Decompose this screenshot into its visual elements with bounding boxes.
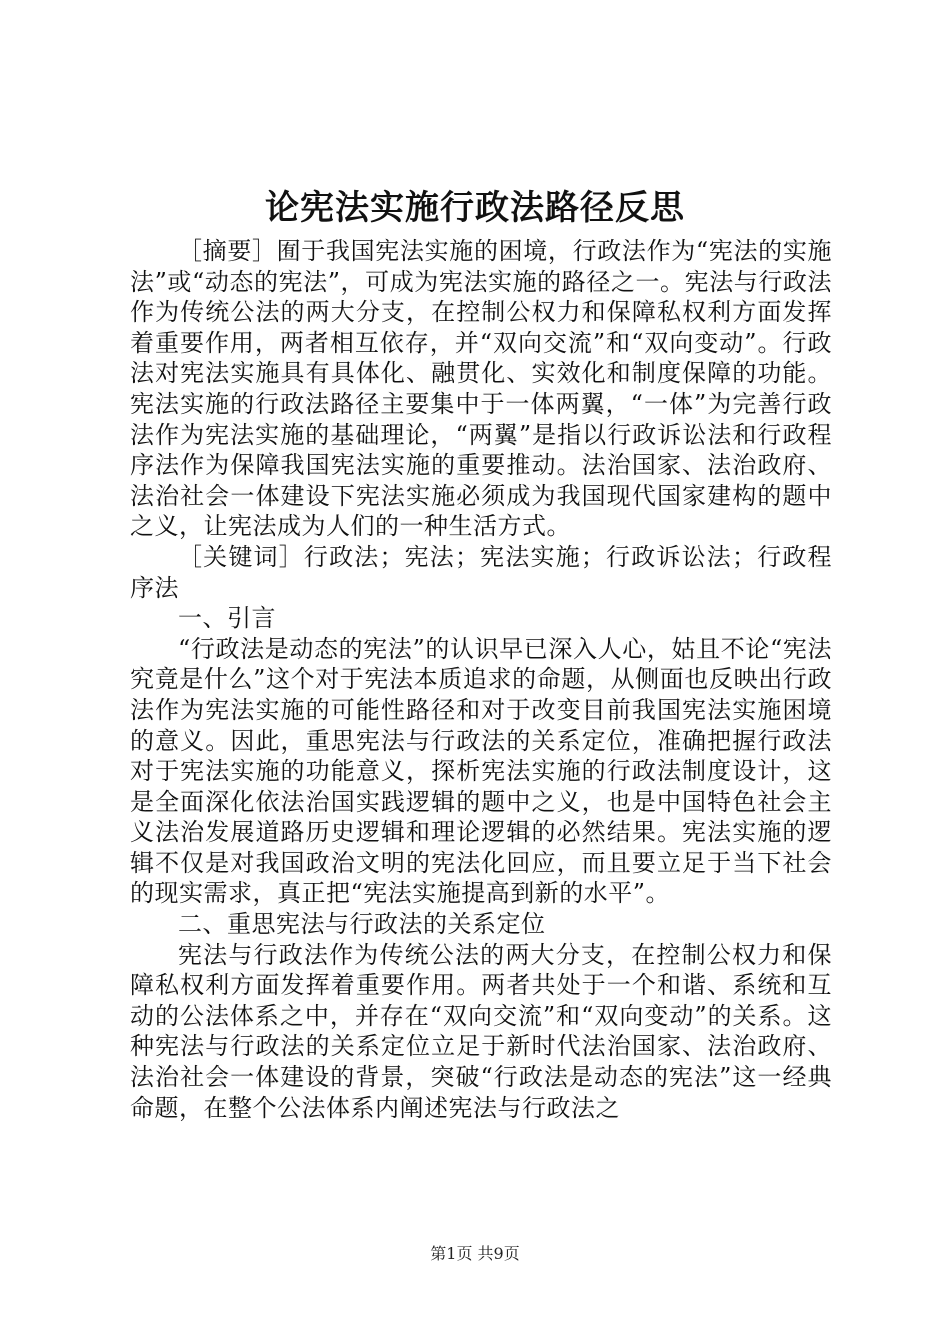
document-title: 论宪法实施行政法路径反思 <box>265 188 685 228</box>
relationship-paragraph: 宪法与行政法作为传统公法的两大分支，在控制公权力和保障私权利方面发挥着重要作用。两者共处于一个和谐、系统和互动的公法体系之中，并存在“双向交流”和“双向变动”的关系。这种宪法与行政法的关系定位立足于新时代法治国家、法治政府、法治社会一体建设的背景，突破“行政法是动态的宪法”这一经典命题，在整个公法体系内阐述宪法与行政法之 <box>130 940 832 1122</box>
page-number-footer: 第1页 共9页 <box>430 1244 520 1263</box>
section-heading-introduction: 一、引言 <box>178 604 276 633</box>
introduction-paragraph: “行政法是动态的宪法”的认识早已深入人心，姑且不论“宪法究竟是什么”这个对于宪法本质追求的命题，从侧面也反映出行政法作为宪法实施的可能性路径和对于改变目前我国宪法实施困境的意义。因此，重思宪法与行政法的关系定位，准确把握行政法对于宪法实施的功能意义，探析宪法实施的行政法制度设计，这是全面深化依法治国实践逻辑的题中之义，也是中国特色社会主义法治发展道路历史逻辑和理论逻辑的必然结果。宪法实施的逻辑不仅是对我国政治文明的宪法化回应，而且要立足于当下社会的现实需求，真正把“宪法实施提高到新的水平”。 <box>130 634 832 908</box>
section-heading-relationship: 二、重思宪法与行政法的关系定位 <box>178 910 546 939</box>
keywords-paragraph: ［关键词］行政法；宪法；宪法实施；行政诉讼法；行政程序法 <box>130 542 832 602</box>
abstract-paragraph: ［摘要］囿于我国宪法实施的困境，行政法作为“宪法的实施法”或“动态的宪法”，可成为宪法实施的路径之一。宪法与行政法作为传统公法的两大分支，在控制公权力和保障私权利方面发挥着重要作用，两者相互依存，并“双向交流”和“双向变动”。行政法对宪法实施具有具体化、融贯化、实效化和制度保障的功能。宪法实施的行政法路径主要集中于一体两翼，“一体”为完善行政法作为宪法实施的基础理论，“两翼”是指以行政诉讼法和行政程序法作为保障我国宪法实施的重要推动。法治国家、法治政府、法治社会一体建设下宪法实施必须成为我国现代国家建构的题中之义，让宪法成为人们的一种生活方式。 <box>130 237 832 541</box>
document-body <box>130 236 832 1123</box>
